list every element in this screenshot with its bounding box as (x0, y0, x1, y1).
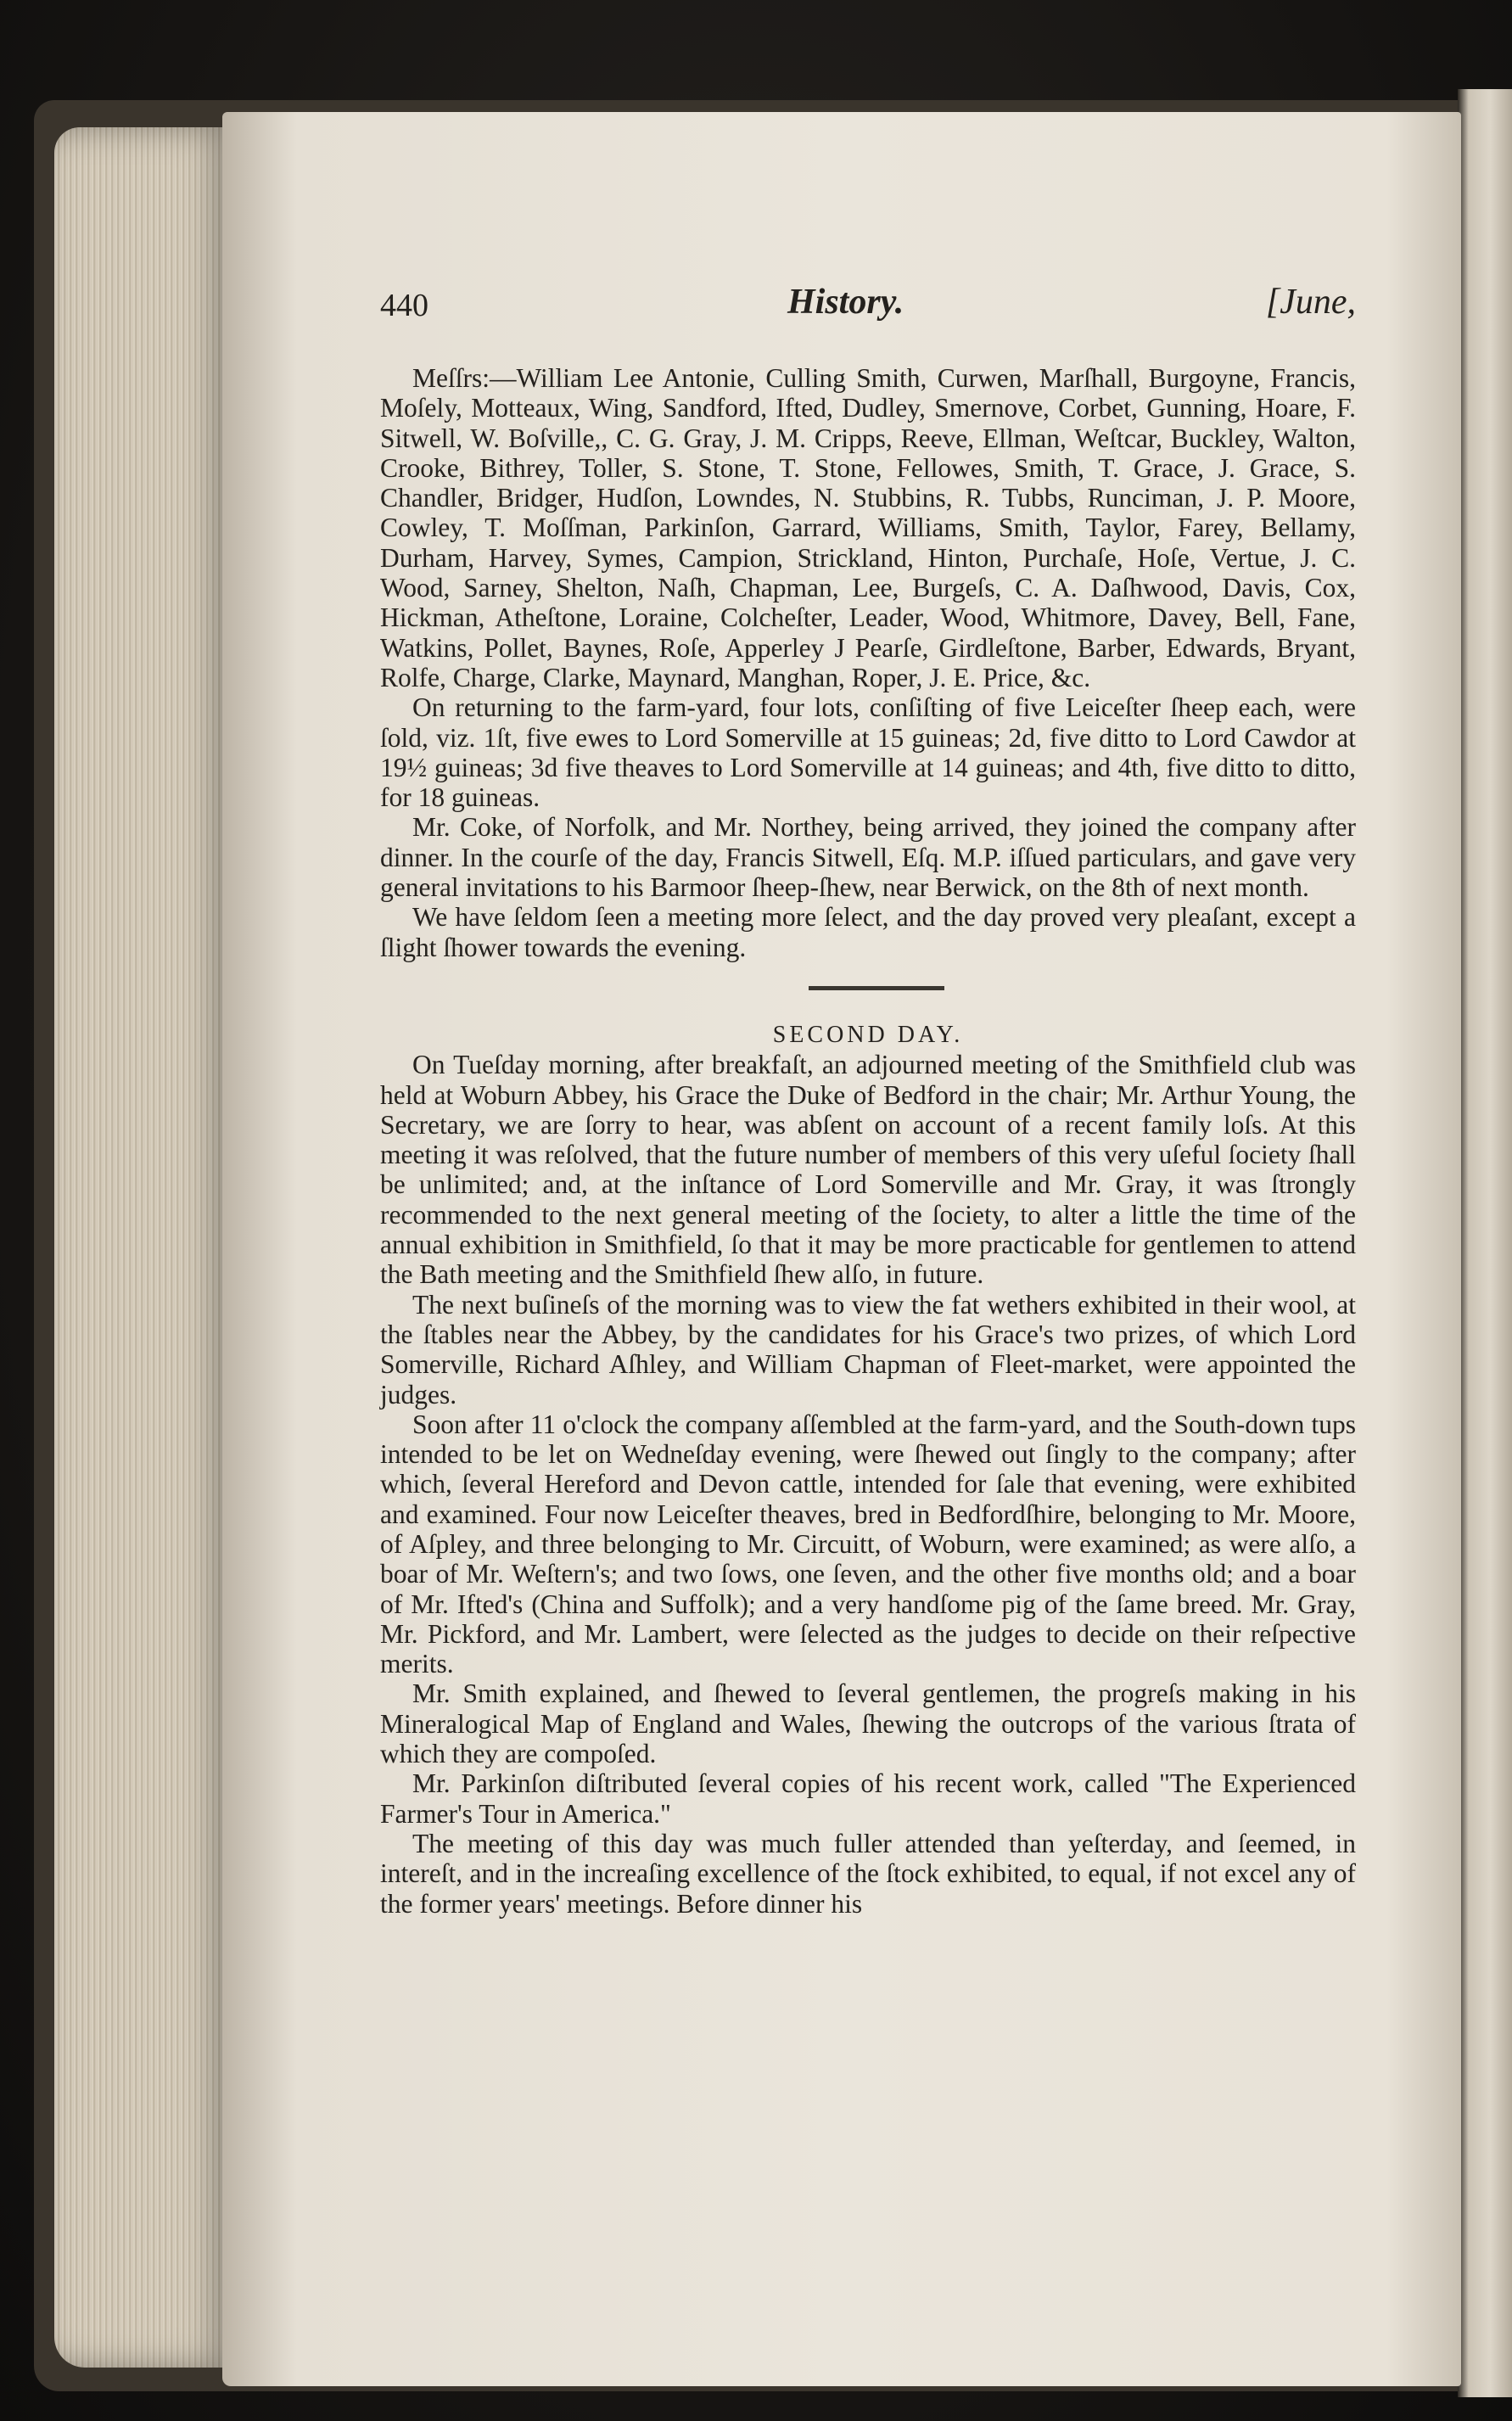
section-heading: SECOND DAY. (772, 1021, 964, 1048)
running-month: [June, (1265, 283, 1356, 322)
section-divider (380, 962, 1356, 1020)
paragraph: On Tueſday morning, after breakfaſt, an adjourned meeting of the Smithfield club was held at Woburn Abbey, his Grace the Duke of Bedford in the chair; Mr. Arthur Young, the Secretary, we are ſorry to hear, was abſent on account of a recent family loſs. At this meeting it was reſolved, that the future number of members of this very uſeful ſociety ſhall be unlimited; and, at the inſtance of Lord Somerville and Mr. Gray, it was ſtrongly recommended to the next general meeting of the ſociety, to alter a little the time of the annual exhibition in Smithfield, ſo that it may be more practicable for gentlemen to attend the Bath meeting and the Smithfield ſhew alſo, in future. (380, 1050, 1356, 1290)
running-title: History. (787, 283, 904, 322)
paragraph: On returning to the farm-yard, four lots, conſiſting of five Leiceſter ſheep each, were ſold, viz. 1ſt, five ewes to Lord Somerville at 15 guineas; 2d, five ditto to Lord Cawdor at 19½ guineas; 3d five theaves to Lord Somerville at 14 guineas; and 4th, five ditto to ditto, for 18 guineas. (380, 692, 1356, 813)
divider-rule (809, 986, 944, 990)
paragraph: Mr. Smith explained, and ſhewed to ſeveral gentlemen, the progreſs making in his Mineralogical Map of England and Wales, ſhewing the outcrops of the various ſtrata of which they are compoſed. (380, 1678, 1356, 1769)
page-edges (54, 127, 232, 2368)
paragraph: Mr. Coke, of Norfolk, and Mr. Northey, being arrived, they joined the company after dinner. In the courſe of the day, Francis Sitwell, Eſq. M.P. iſſued particulars, and gave very general invitations to his Barmoor ſheep-ſhew, near Berwick, on the 8th of next month. (380, 812, 1356, 903)
paragraph: Meſſrs:—William Lee Antonie, Culling Smith, Curwen, Marſhall, Burgoyne, Francis, Moſely, Motteaux, Wing, Sandford, Ifted, Dudley, Smernove, Corbet, Gunning, Hoare, F. Sitwell, W. Boſville,, C. G. Gray, J. M. Cripps, Reeve, Ellman, Weſtcar, Buckley, Walton, Crooke, Bithrey, Toller, S. Stone, T. Stone, Fellowes, Smith, T. Grace, J. Grace, S. Chandler, Bridger, Hudſon, Lowndes, N. Stubbins, R. Tubbs, Runciman, J. P. Moore, Cowley, T. Moſſman, Parkinſon, Garrard, Williams, Smith, Taylor, Farey, Bellamy, Durham, Harvey, Symes, Campion, Strickland, Hinton, Purchaſe, Hoſe, Vertue, J. C. Wood, Sarney, Shelton, Naſh, Chapman, Lee, Burgeſs, C. A. Daſhwood, Davis, Cox, Hickman, Atheſtone, Loraine, Colcheſter, Leader, Wood, Whitmore, Davey, Bell, Fane, Watkins, Pollet, Baynes, Roſe, Apperley J Pearſe, Girdleſtone, Barber, Edwards, Bryant, Rolfe, Charge, Clarke, Maynard, Manghan, Roper, J. E. Price, &c. (380, 363, 1356, 692)
paragraph: We have ſeldom ſeen a meeting more ſelect, and the day proved very pleaſant, except a ſlight ſhower towards the evening. (380, 902, 1356, 962)
paragraph: The meeting of this day was much fuller attended than yeſterday, and ſeemed, in intereſt, and in the increaſing excellence of the ſtock exhibited, to equal, if not excel any of the former years' meetings. Before dinner his (380, 1828, 1356, 1919)
paragraph: Mr. Parkinſon diſtributed ſeveral copies of his recent work, called "The Experienced Farmer's Tour in America." (380, 1768, 1356, 1829)
paragraph: Soon after 11 o'clock the company aſſembled at the farm-yard, and the South-down tups intended to be let on Wedneſday evening, were ſhewed out ſingly to the company; after which, ſeveral Hereford and Devon cattle, intended for ſale that evening, were exhibited and examined. Four now Leiceſter theaves, bred in Bedfordſhire, belonging to Mr. Moore, of Aſpley, and three belonging to Mr. Circuitt, of Woburn, were examined; as were alſo, a boar of Mr. Weſtern's; and two ſows, one ſeven, and the other five months old; and a boar of Mr. Ifted's (China and Suffolk); and a very handſome pig of the ſame breed. Mr. Gray, Mr. Pickford, and Mr. Lambert, were ſelected as the judges to decide on their reſpective merits. (380, 1409, 1356, 1679)
page-number: 440 (380, 288, 428, 323)
running-header (380, 282, 1356, 333)
facing-page-edge (1458, 89, 1512, 2397)
paragraph: The next buſineſs of the morning was to view the fat wethers exhibited in their wool, at the ſtables near the Abbey, by the candidates for his Grace's two prizes, of which Lord Somerville, Richard Aſhley, and William Chapman of Fleet-market, were appointed the judges. (380, 1289, 1356, 1409)
body-text (380, 363, 1356, 1919)
